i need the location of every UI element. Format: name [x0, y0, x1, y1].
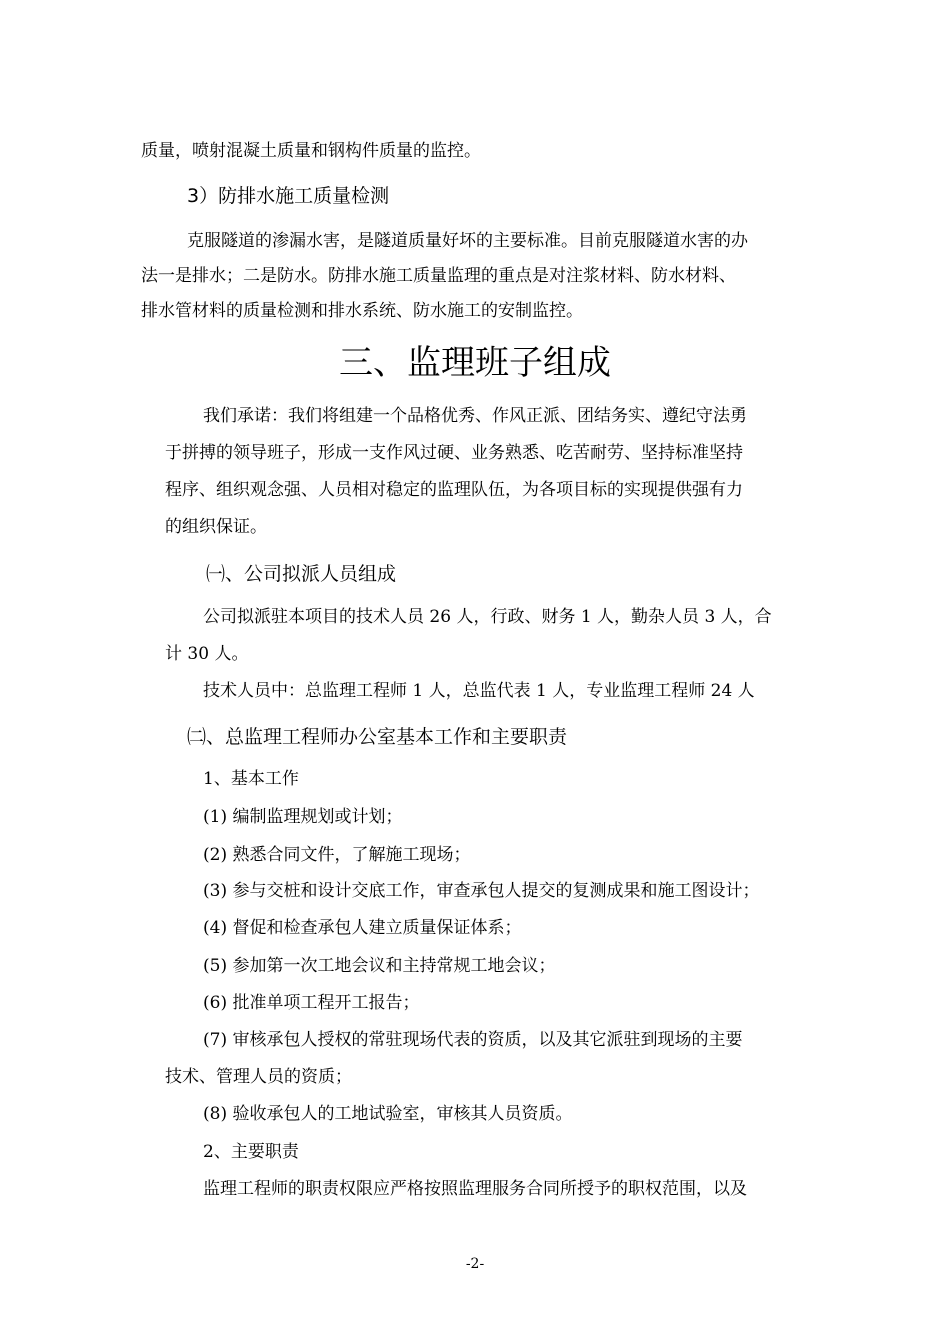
list-item: (7) 审核承包人授权的常驻现场代表的资质，以及其它派驻到现场的主要: [203, 1030, 743, 1050]
text-line: 程序、组织观念强、人员相对稳定的监理队伍，为各项目标的实现提供强有力: [165, 480, 743, 500]
list-item: (1) 编制监理规划或计划；: [203, 807, 403, 827]
subheading: 3）防排水施工质量检测: [187, 185, 390, 207]
subsection-title: ㈡、总监理工程师办公室基本工作和主要职责: [187, 726, 568, 748]
text-line: 法一是排水；二是防水。防排水施工质量监理的重点是对注浆材料、防水材料、: [141, 266, 736, 286]
list-heading: 1、基本工作: [203, 769, 299, 789]
list-item: (2) 熟悉合同文件，了解施工现场；: [203, 845, 471, 865]
text-line: 排水管材料的质量检测和排水系统、防水施工的安制监控。: [141, 301, 583, 321]
list-item: (5) 参加第一次工地会议和主持常规工地会议；: [203, 956, 556, 976]
text-line: 技术人员中：总监理工程师 1 人，总监代表 1 人，专业监理工程师 24 人: [203, 681, 755, 701]
page-number: -2-: [465, 1256, 485, 1272]
list-item: (6) 批准单项工程开工报告；: [203, 993, 420, 1013]
list-item: (8) 验收承包人的工地试验室，审核其人员资质。: [203, 1104, 573, 1124]
list-item: (3) 参与交桩和设计交底工作，审查承包人提交的复测成果和施工图设计；: [203, 881, 760, 901]
text-line: 公司拟派驻本项目的技术人员 26 人，行政、财务 1 人，勤杂人员 3 人，合: [203, 607, 772, 627]
subsection-title: ㈠、公司拟派人员组成: [206, 563, 397, 585]
text-line: 克服隧道的渗漏水害，是隧道质量好坏的主要标准。目前克服隧道水害的办: [187, 231, 748, 251]
list-heading: 2、主要职责: [203, 1142, 299, 1162]
section-title: 三、监理班子组成: [339, 343, 611, 383]
text-line: 的组织保证。: [165, 517, 267, 537]
text-line: 我们承诺：我们将组建一个品格优秀、作风正派、团结务实、遵纪守法勇: [203, 406, 747, 426]
text-line: 质量，喷射混凝土质量和钢构件质量的监控。: [141, 141, 481, 161]
list-item: (4) 督促和检查承包人建立质量保证体系；: [203, 918, 522, 938]
text-line: 监理工程师的职责权限应严格按照监理服务合同所授予的职权范围，以及: [203, 1179, 747, 1199]
text-line: 计 30 人。: [165, 644, 249, 664]
list-item-continued: 技术、管理人员的资质；: [165, 1067, 352, 1087]
text-line: 于拼搏的领导班子，形成一支作风过硬、业务熟悉、吃苦耐劳、坚持标准坚持: [165, 443, 743, 463]
